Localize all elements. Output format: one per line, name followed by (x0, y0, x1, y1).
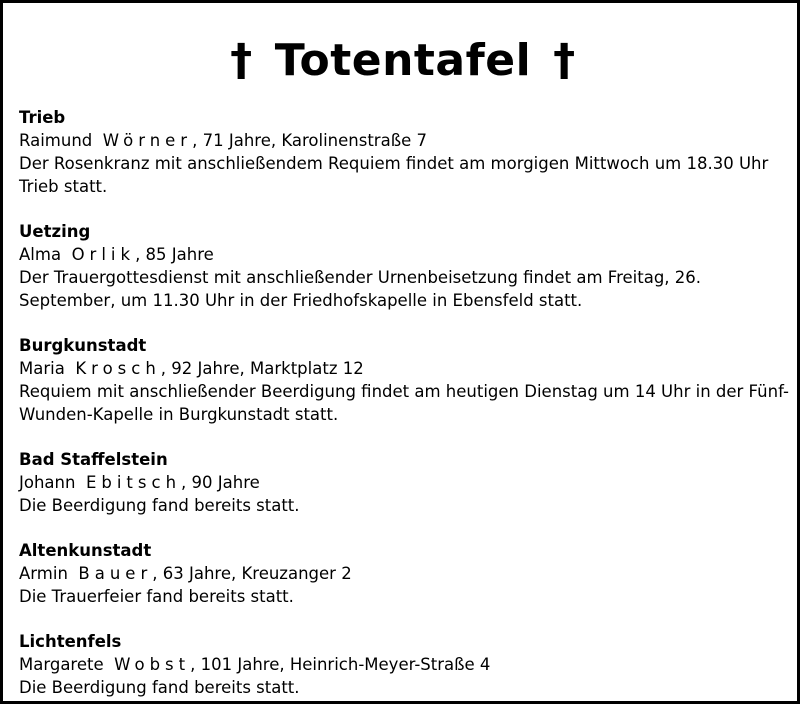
person-line (19, 562, 789, 585)
place-heading: Burgkunstadt (19, 336, 147, 355)
first-name: Raimund (19, 131, 93, 150)
first-name: Maria (19, 359, 65, 378)
person-details: , 85 Jahre (135, 245, 214, 264)
person-details: , 63 Jahre, Kreuzanger 2 (152, 564, 352, 583)
title-text: Totentafel (274, 35, 532, 86)
obituary-entry (19, 448, 789, 517)
person-details: , 90 Jahre (181, 473, 260, 492)
obituary-entry (19, 106, 789, 198)
first-name: Margarete (19, 655, 104, 674)
place-heading: Trieb (19, 108, 66, 127)
cross-icon: † (230, 35, 253, 86)
service-info: Requiem mit anschließender Beerdigung findet am heutigen Dienstag um 14 Uhr in der Fünf-Wunden-Kapelle in Burgkunstadt statt. (19, 382, 789, 424)
person-details: , 92 Jahre, Marktplatz 12 (160, 359, 364, 378)
obituary-entry (19, 539, 789, 608)
place-heading: Altenkunstadt (19, 541, 152, 560)
obituary-list (19, 106, 789, 721)
person-details: , 71 Jahre, Karolinenstraße 7 (192, 131, 427, 150)
place-heading: Uetzing (19, 222, 91, 241)
first-name: Johann (19, 473, 76, 492)
service-info: Der Rosenkranz mit anschließendem Requiem findet am morgigen Mittwoch um 18.30 Uhr Trieb statt. (19, 154, 769, 196)
obituary-entry (19, 630, 789, 699)
obituary-entry (19, 220, 789, 312)
first-name: Alma (19, 245, 62, 264)
person-details: , 101 Jahre, Heinrich-Meyer-Straße 4 (190, 655, 491, 674)
service-info: Die Trauerfeier fand bereits statt. (19, 587, 294, 606)
person-line (19, 357, 789, 380)
page-title (3, 31, 800, 91)
place-heading: Lichtenfels (19, 632, 122, 651)
person-line (19, 129, 789, 152)
surname: Wörner (102, 131, 193, 150)
obituary-entry (19, 334, 789, 426)
surname: Bauer (78, 564, 153, 583)
surname: Krosch (75, 359, 161, 378)
surname: Orlik (71, 245, 136, 264)
service-info: Der Trauergottesdienst mit anschließender Urnenbeisetzung findet am Freitag, 26. September, um 11.30 Uhr in der Friedhofskapelle in Ebensfeld statt. (19, 268, 702, 310)
first-name: Armin (19, 564, 68, 583)
cross-icon: † (553, 35, 576, 86)
service-info: Die Beerdigung fand bereits statt. (19, 678, 300, 697)
surname: Ebitsch (85, 473, 182, 492)
person-line (19, 243, 789, 266)
person-line (19, 471, 789, 494)
surname: Wobst (114, 655, 191, 674)
person-line (19, 653, 789, 676)
service-info: Die Beerdigung fand bereits statt. (19, 496, 300, 515)
place-heading: Bad Staffelstein (19, 450, 168, 469)
